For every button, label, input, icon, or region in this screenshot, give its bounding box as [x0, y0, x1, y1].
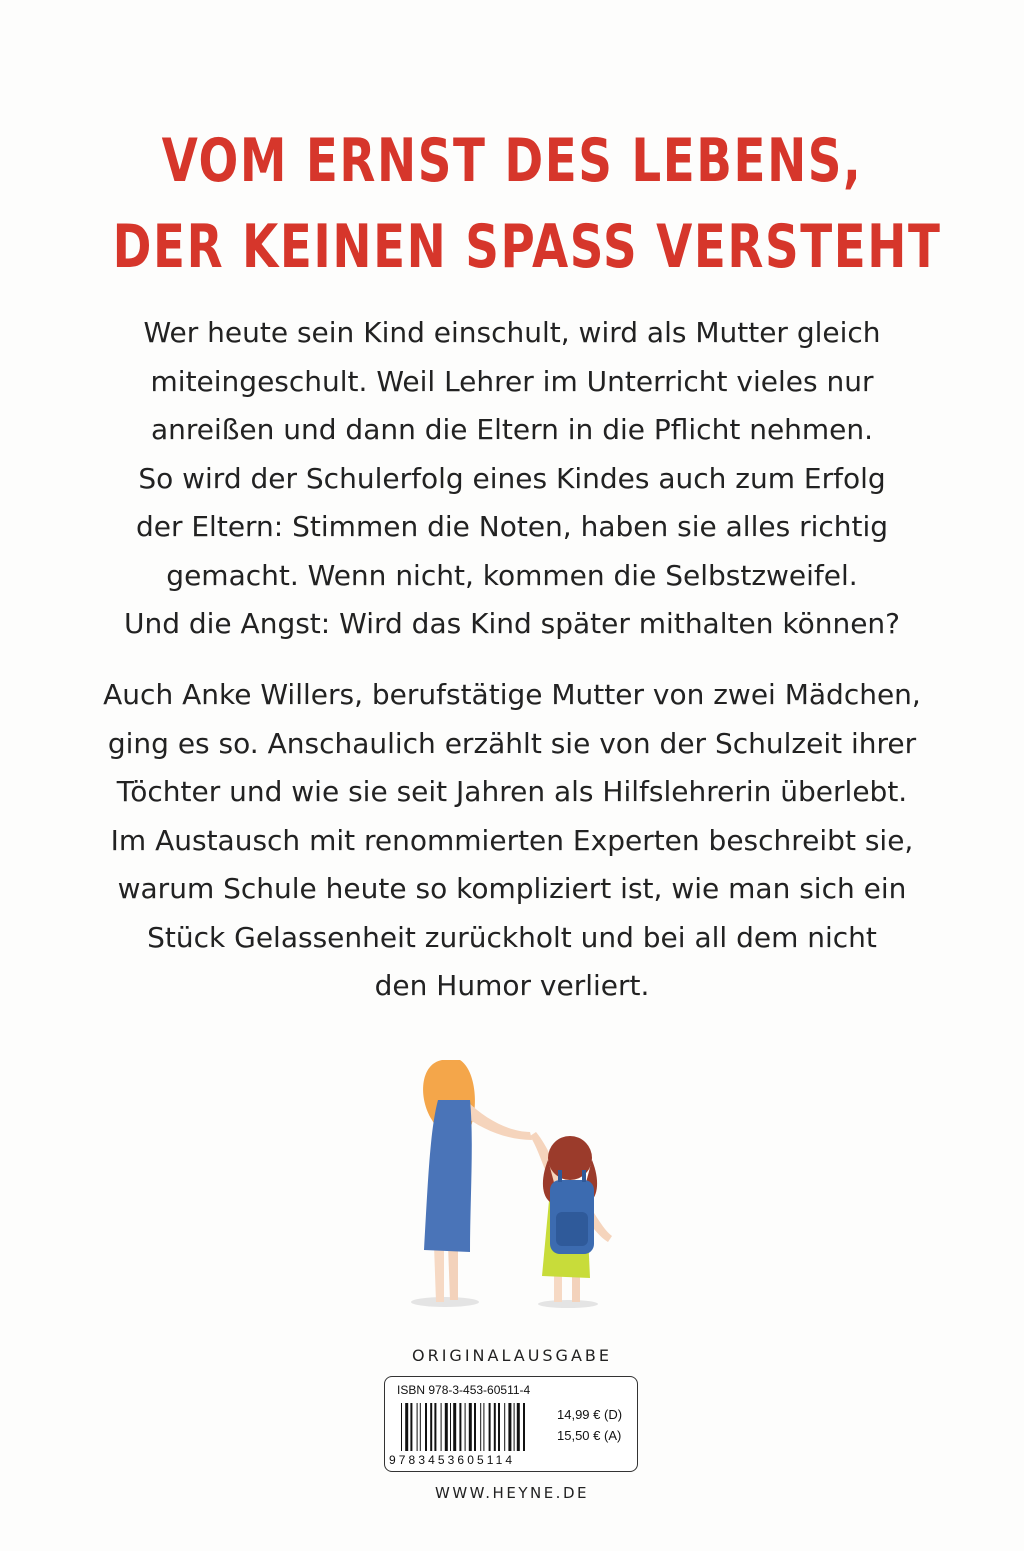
barcode-bar — [401, 1403, 402, 1451]
barcode-bar — [504, 1403, 505, 1451]
blurb-paragraph-2 — [80, 671, 944, 1011]
price-germany: 14,99 € (D) — [557, 1407, 623, 1422]
barcode-bar — [465, 1403, 466, 1451]
headline-line-1: VOM ERNST DES LEBENS, — [161, 126, 863, 196]
barcode-bar — [517, 1403, 520, 1451]
barcode-bar — [498, 1403, 500, 1451]
barcode-bar — [434, 1403, 436, 1451]
edition-label: ORIGINALAUSGABE — [412, 1346, 612, 1365]
headline-line-2: DER KEINEN SPASS VERSTEHT — [112, 212, 942, 282]
blurb-line: Auch Anke Willers, berufstätige Mutter von zwei Mädchen, — [103, 678, 921, 711]
barcode-bar — [508, 1403, 511, 1451]
blurb-line: Töchter und wie sie seit Jahren als Hilfslehrerin überlebt. — [116, 775, 908, 808]
blurb-line: den Humor verliert. — [374, 969, 650, 1002]
barcode-bar — [417, 1403, 418, 1451]
blurb-line: Und die Angst: Wird das Kind später mithalten können? — [123, 607, 901, 640]
barcode-bar — [450, 1403, 451, 1451]
barcode-digits: 9783453605114 — [389, 1453, 516, 1467]
barcode-bar — [441, 1403, 442, 1451]
barcode-bar — [430, 1403, 432, 1451]
blurb-line: ging es so. Anschaulich erzählt sie von der Schulzeit ihrer — [107, 726, 917, 760]
barcode-bar — [523, 1403, 525, 1451]
barcode-bar — [425, 1403, 427, 1451]
mother-child-illustration — [390, 1040, 650, 1320]
barcode-bar — [514, 1403, 515, 1451]
barcode-bar — [410, 1403, 412, 1451]
blurb-line: Stück Gelassenheit zurückholt und bei all dem nicht — [147, 920, 877, 954]
barcode — [399, 1403, 539, 1451]
barcode-bar — [494, 1403, 496, 1451]
blurb-line: Im Austausch mit renommierten Experten beschreibt sie, — [110, 823, 914, 857]
barcode-bar — [474, 1403, 476, 1451]
barcode-bar — [453, 1403, 456, 1451]
headline — [112, 118, 942, 290]
barcode-box — [384, 1376, 638, 1472]
barcode-bar — [445, 1403, 448, 1451]
blurb-line: miteingeschult. Weil Lehrer im Unterricht vieles nur — [150, 364, 874, 398]
blurb-line: anreißen und dann die Eltern in die Pflicht nehmen. — [150, 413, 874, 446]
blurb-line: So wird der Schulerfolg eines Kindes auch zum Erfolg — [138, 461, 886, 495]
blurb-line: Wer heute sein Kind einschult, wird als Mutter gleich — [143, 316, 881, 349]
barcode-bar — [469, 1403, 472, 1451]
price-austria: 15,50 € (A) — [557, 1428, 622, 1443]
barcode-bar — [459, 1403, 461, 1451]
isbn-text: ISBN 978-3-453-60511-4 — [397, 1383, 531, 1397]
blurb-paragraph-1 — [80, 309, 944, 649]
blurb-line: warum Schule heute so kompliziert ist, wie man sich ein — [117, 872, 907, 905]
barcode-bar — [489, 1403, 491, 1451]
barcode-bar — [483, 1403, 484, 1451]
barcode-bar — [480, 1403, 481, 1451]
blurb-line: gemacht. Wenn nicht, kommen die Selbstzweifel. — [166, 558, 858, 592]
barcode-bar — [405, 1403, 408, 1451]
publisher-website: WWW.HEYNE.DE — [435, 1484, 589, 1502]
blurb-line: der Eltern: Stimmen die Noten, haben sie alles richtig — [135, 510, 889, 543]
barcode-bar — [420, 1403, 421, 1451]
